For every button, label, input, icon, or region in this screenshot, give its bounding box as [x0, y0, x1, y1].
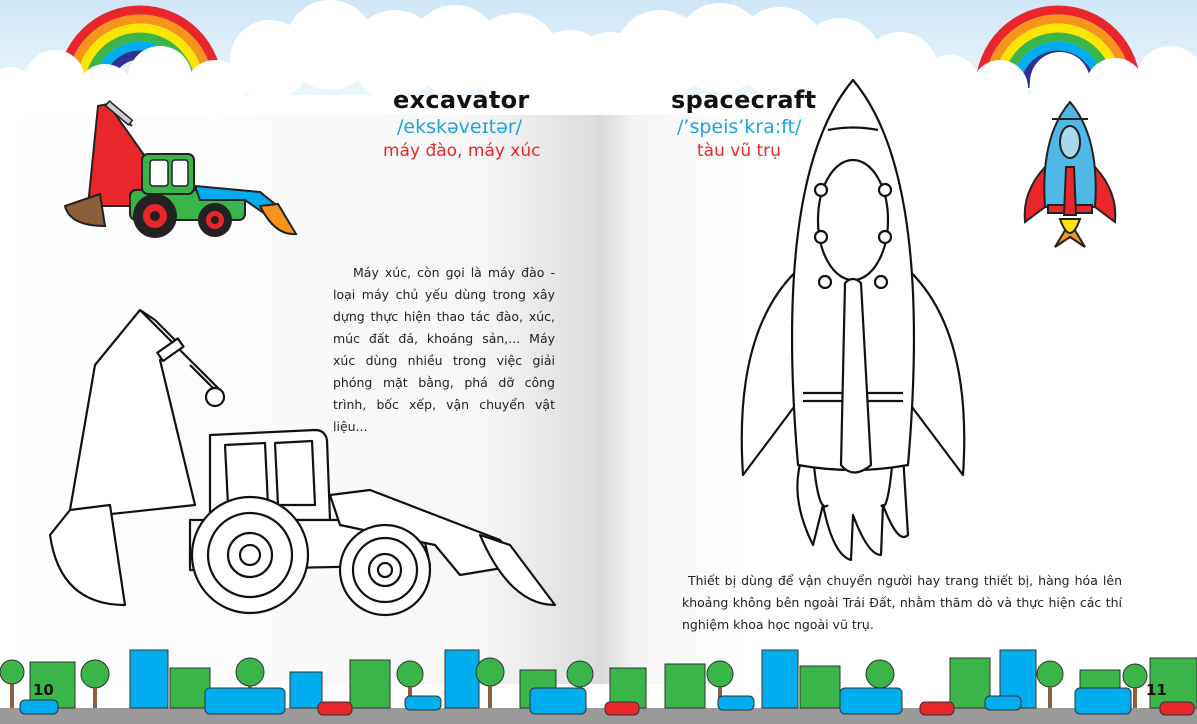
rocket-outline-icon	[733, 75, 973, 565]
description-excavator: Máy xúc, còn gọi là máy đào - loại máy chủ yếu dùng trong xây dựng thực hiện thao tác đào, xúc, múc đất đá, khoáng sản,... Máy xúc dùng nhiều trong việc giải phóng mặt bằng, phá dỡ công trình, bốc xếp, vận chuyển vật liệu...	[333, 265, 555, 434]
description-spacecraft: Thiết bị dùng để vận chuyển người hay trang thiết bị, hàng hóa lên khoảng không bên ngoài Trái Đất, nhằm thăm dò và thực hiện các thí nghiệm khoa học ngoài vũ trụ.	[682, 573, 1122, 632]
phonetic-excavator: /ekskəveɪtər/	[397, 116, 523, 138]
colored-excavator-icon	[60, 96, 300, 246]
page-number-left: 10	[33, 681, 54, 699]
translation-spacecraft: tàu vũ trụ	[697, 141, 781, 161]
page-number-right: 11	[1146, 681, 1167, 699]
word-excavator: excavator	[393, 86, 530, 114]
sky-clouds-decoration	[0, 0, 1197, 110]
word-spacecraft: spacecraft	[671, 86, 817, 114]
colored-rocket-icon	[1020, 97, 1120, 252]
city-street-decoration	[0, 644, 1197, 724]
excavator-outline-icon	[40, 305, 560, 635]
translation-excavator: máy đào, máy xúc	[383, 141, 541, 161]
phonetic-spacecraft: /’speis’kra:ft/	[677, 116, 802, 138]
